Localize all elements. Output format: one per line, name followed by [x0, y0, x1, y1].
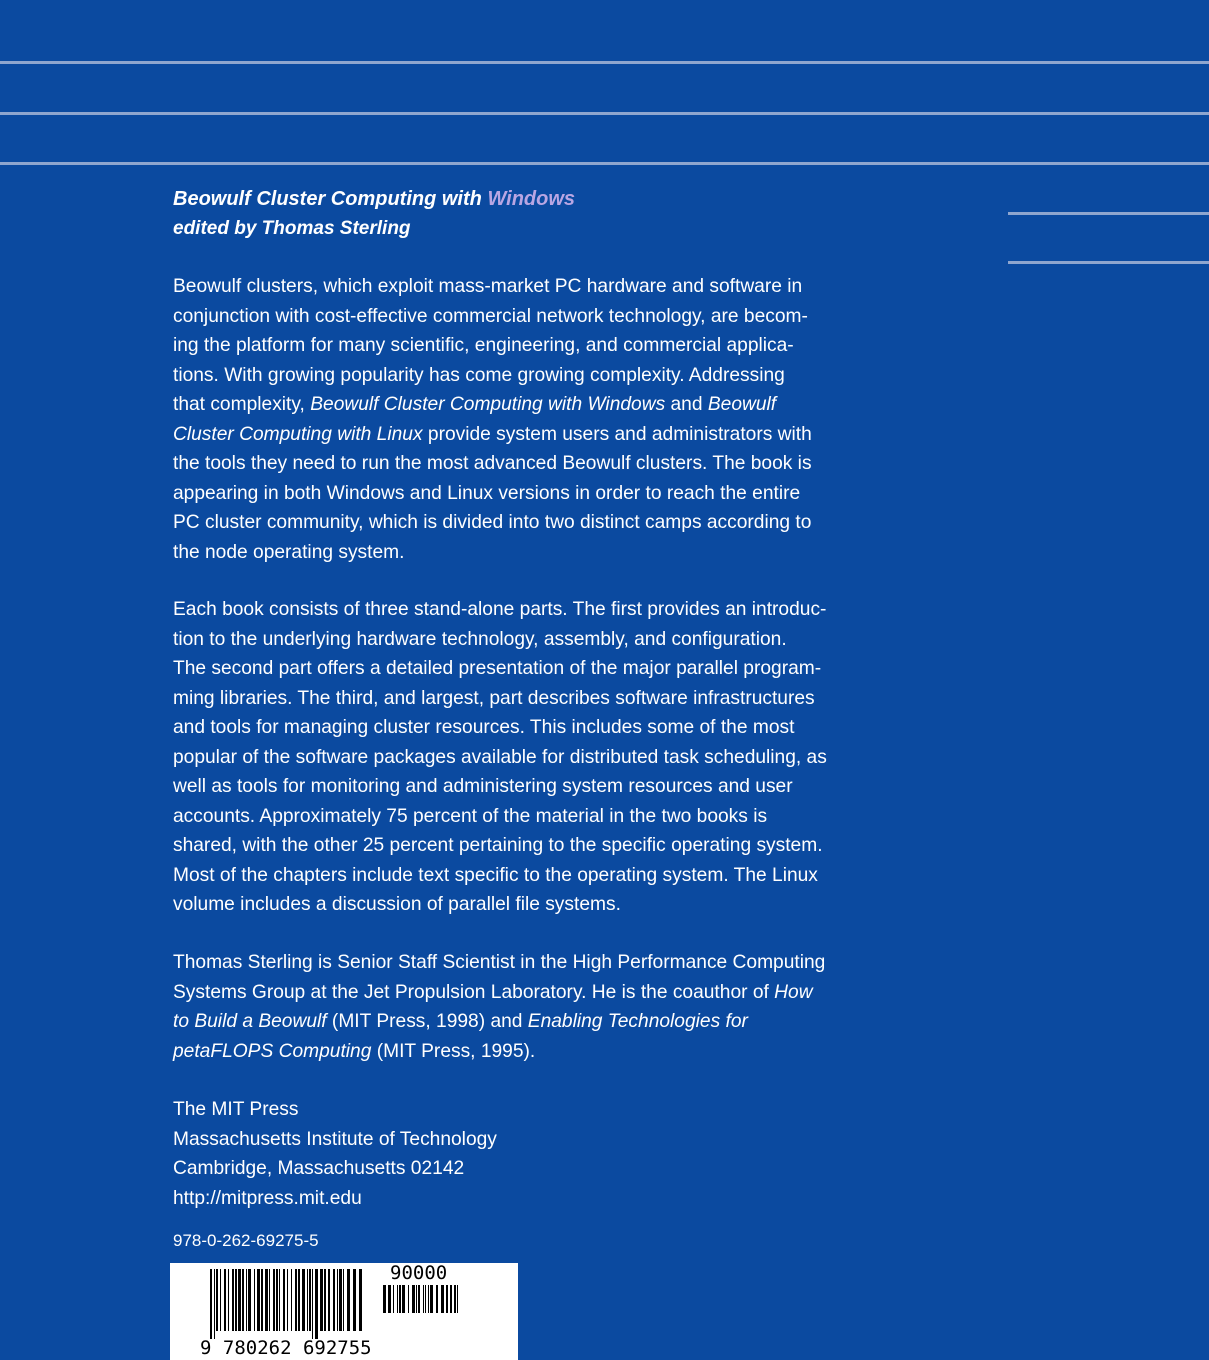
barcode-bar [216, 1269, 218, 1331]
book-title [173, 184, 575, 214]
top-rule-3 [0, 162, 1209, 165]
book-title-prefix: Beowulf Cluster Computing with [173, 188, 488, 210]
book-editor: edited by Thomas Sterling [173, 218, 411, 239]
p1-book-title-linux: Beowulf Cluster Computing with Linux [173, 394, 777, 445]
barcode-bar [273, 1269, 275, 1331]
barcode-bar [339, 1269, 342, 1331]
barcode-bar [428, 1285, 429, 1313]
barcode-bar [343, 1269, 344, 1331]
barcode-bar [283, 1269, 285, 1331]
barcode-bar [210, 1269, 212, 1339]
barcode-bar [265, 1269, 268, 1331]
barcode-bar [238, 1269, 241, 1331]
barcode-bar [399, 1285, 401, 1313]
description-paragraph-1 [173, 272, 888, 567]
p3-book-title-petaflops: Enabling Technologies for petaFLOPS Computing [173, 1011, 748, 1062]
barcode-bar [412, 1285, 415, 1313]
barcode-bar [214, 1269, 215, 1339]
barcode-bar [312, 1269, 313, 1339]
barcode-bar [315, 1269, 318, 1339]
book-title-block [173, 184, 575, 244]
barcode-bar [298, 1269, 300, 1331]
barcode-bar [307, 1269, 308, 1331]
top-rule-1 [0, 61, 1209, 64]
barcode-bar [328, 1269, 330, 1331]
barcode-bar [457, 1285, 458, 1313]
barcode-bar [347, 1269, 350, 1331]
barcode-digits: 9 780262 692755 [200, 1337, 372, 1359]
barcode-bar [436, 1285, 438, 1313]
barcode-bar [359, 1269, 362, 1331]
barcode-bar [441, 1285, 444, 1313]
barcode-bar [261, 1269, 263, 1331]
barcode-bar [291, 1269, 292, 1331]
barcode-bar [269, 1269, 270, 1331]
barcode [170, 1263, 518, 1360]
barcode-bar [402, 1285, 405, 1313]
author-bio-paragraph [173, 948, 888, 1066]
barcode-bar [309, 1269, 311, 1331]
barcode-bar [388, 1285, 391, 1313]
barcode-bar [235, 1269, 237, 1331]
publisher-address: The MIT Press Massachusetts Institute of Technology Cambridge, Massachusetts 02142 http://mitpress.mit.edu [173, 1099, 497, 1209]
p3-text-b: (MIT Press, 1998) and [326, 1011, 528, 1032]
barcode-bar [302, 1269, 305, 1331]
p3-text-a: Thomas Sterling is Senior Staff Scientist in the High Performance Computing Systems Group at the Jet Propulsion Laboratory. He is the coauthor of [173, 952, 826, 1003]
barcode-bar [220, 1269, 221, 1331]
description-paragraph-2: Each book consists of three stand-alone parts. The first provides an introduc- tion to the underlying hardware technology, assembly, and configuration. The second part offers a detailed presentation of the major parallel program- ming libraries. The third, and largest, part describes software infrastructures and tools for managing cluster resources. This includes some of the most popular of the software packages available for distributed task scheduling, as well as tools for monitoring and administering system resources and user accounts. Approximately 75 percent of the material in the two books is shared, with the other 25 percent pertaining to the specific operating system. Most of the chapters include text specific to the operating system. The Linux volume includes a discussion of parallel file systems. [173, 599, 827, 915]
top-rule-2 [0, 112, 1209, 115]
barcode-bar [425, 1285, 426, 1313]
barcode-bar [416, 1285, 417, 1313]
barcode-bar [279, 1269, 280, 1331]
barcode-bar [246, 1269, 247, 1331]
barcode-bar [353, 1269, 356, 1331]
barcode-bar [276, 1269, 278, 1331]
barcode-bar [287, 1269, 288, 1331]
right-rule-2 [1008, 261, 1209, 264]
barcode-bar [423, 1285, 424, 1313]
barcode-bar [450, 1285, 452, 1313]
barcode-bar [337, 1269, 338, 1331]
barcode-bar [254, 1269, 255, 1331]
barcode-bar [295, 1269, 297, 1331]
barcode-bar [242, 1269, 244, 1331]
barcode-bar [454, 1285, 456, 1313]
barcode-bar [324, 1269, 326, 1331]
barcode-bar [320, 1269, 323, 1331]
right-rule-1 [1008, 212, 1209, 215]
barcode-bar [232, 1269, 234, 1331]
p3-text-c: (MIT Press, 1995). [371, 1040, 536, 1062]
barcode-bar [257, 1269, 260, 1331]
barcode-bar [228, 1269, 229, 1331]
p3-book-title-beowulf: How to Build a Beowulf [173, 981, 813, 1032]
barcode-bar [224, 1269, 226, 1331]
p1-text-a: Beowulf clusters, which exploit mass-market PC hardware and software in conjunction with cost-effective commercial network technology, are becom- ing the platform for many scientific, engineering, and commercial applica- tions. With growing popularity has come growing complexity. Addressing that complexity, [173, 276, 808, 415]
barcode-bar [446, 1285, 448, 1313]
barcode-bar [333, 1269, 335, 1331]
barcode-addon-digits: 90000 [390, 1262, 448, 1284]
isbn-number: 978-0-262-69275-5 [173, 1231, 319, 1250]
p1-text-c: provide system users and administrators with the tools they need to run the most advanced Beowulf clusters. The book is appearing in both Windows and Linux versions in order to reach the entire PC cluster community, which is divided into two distinct camps according to the node operating system. [173, 423, 812, 563]
book-title-accent: Windows [487, 188, 576, 210]
barcode-bar [418, 1285, 420, 1313]
barcode-bar [248, 1269, 251, 1331]
barcode-bar [408, 1285, 409, 1313]
barcode-bar [430, 1285, 433, 1313]
barcode-bar [383, 1285, 386, 1313]
p1-text-b: and [665, 394, 708, 415]
barcode-bar [397, 1285, 398, 1313]
p1-book-title-windows: Beowulf Cluster Computing with Windows [310, 394, 666, 415]
barcode-bar [393, 1285, 394, 1313]
